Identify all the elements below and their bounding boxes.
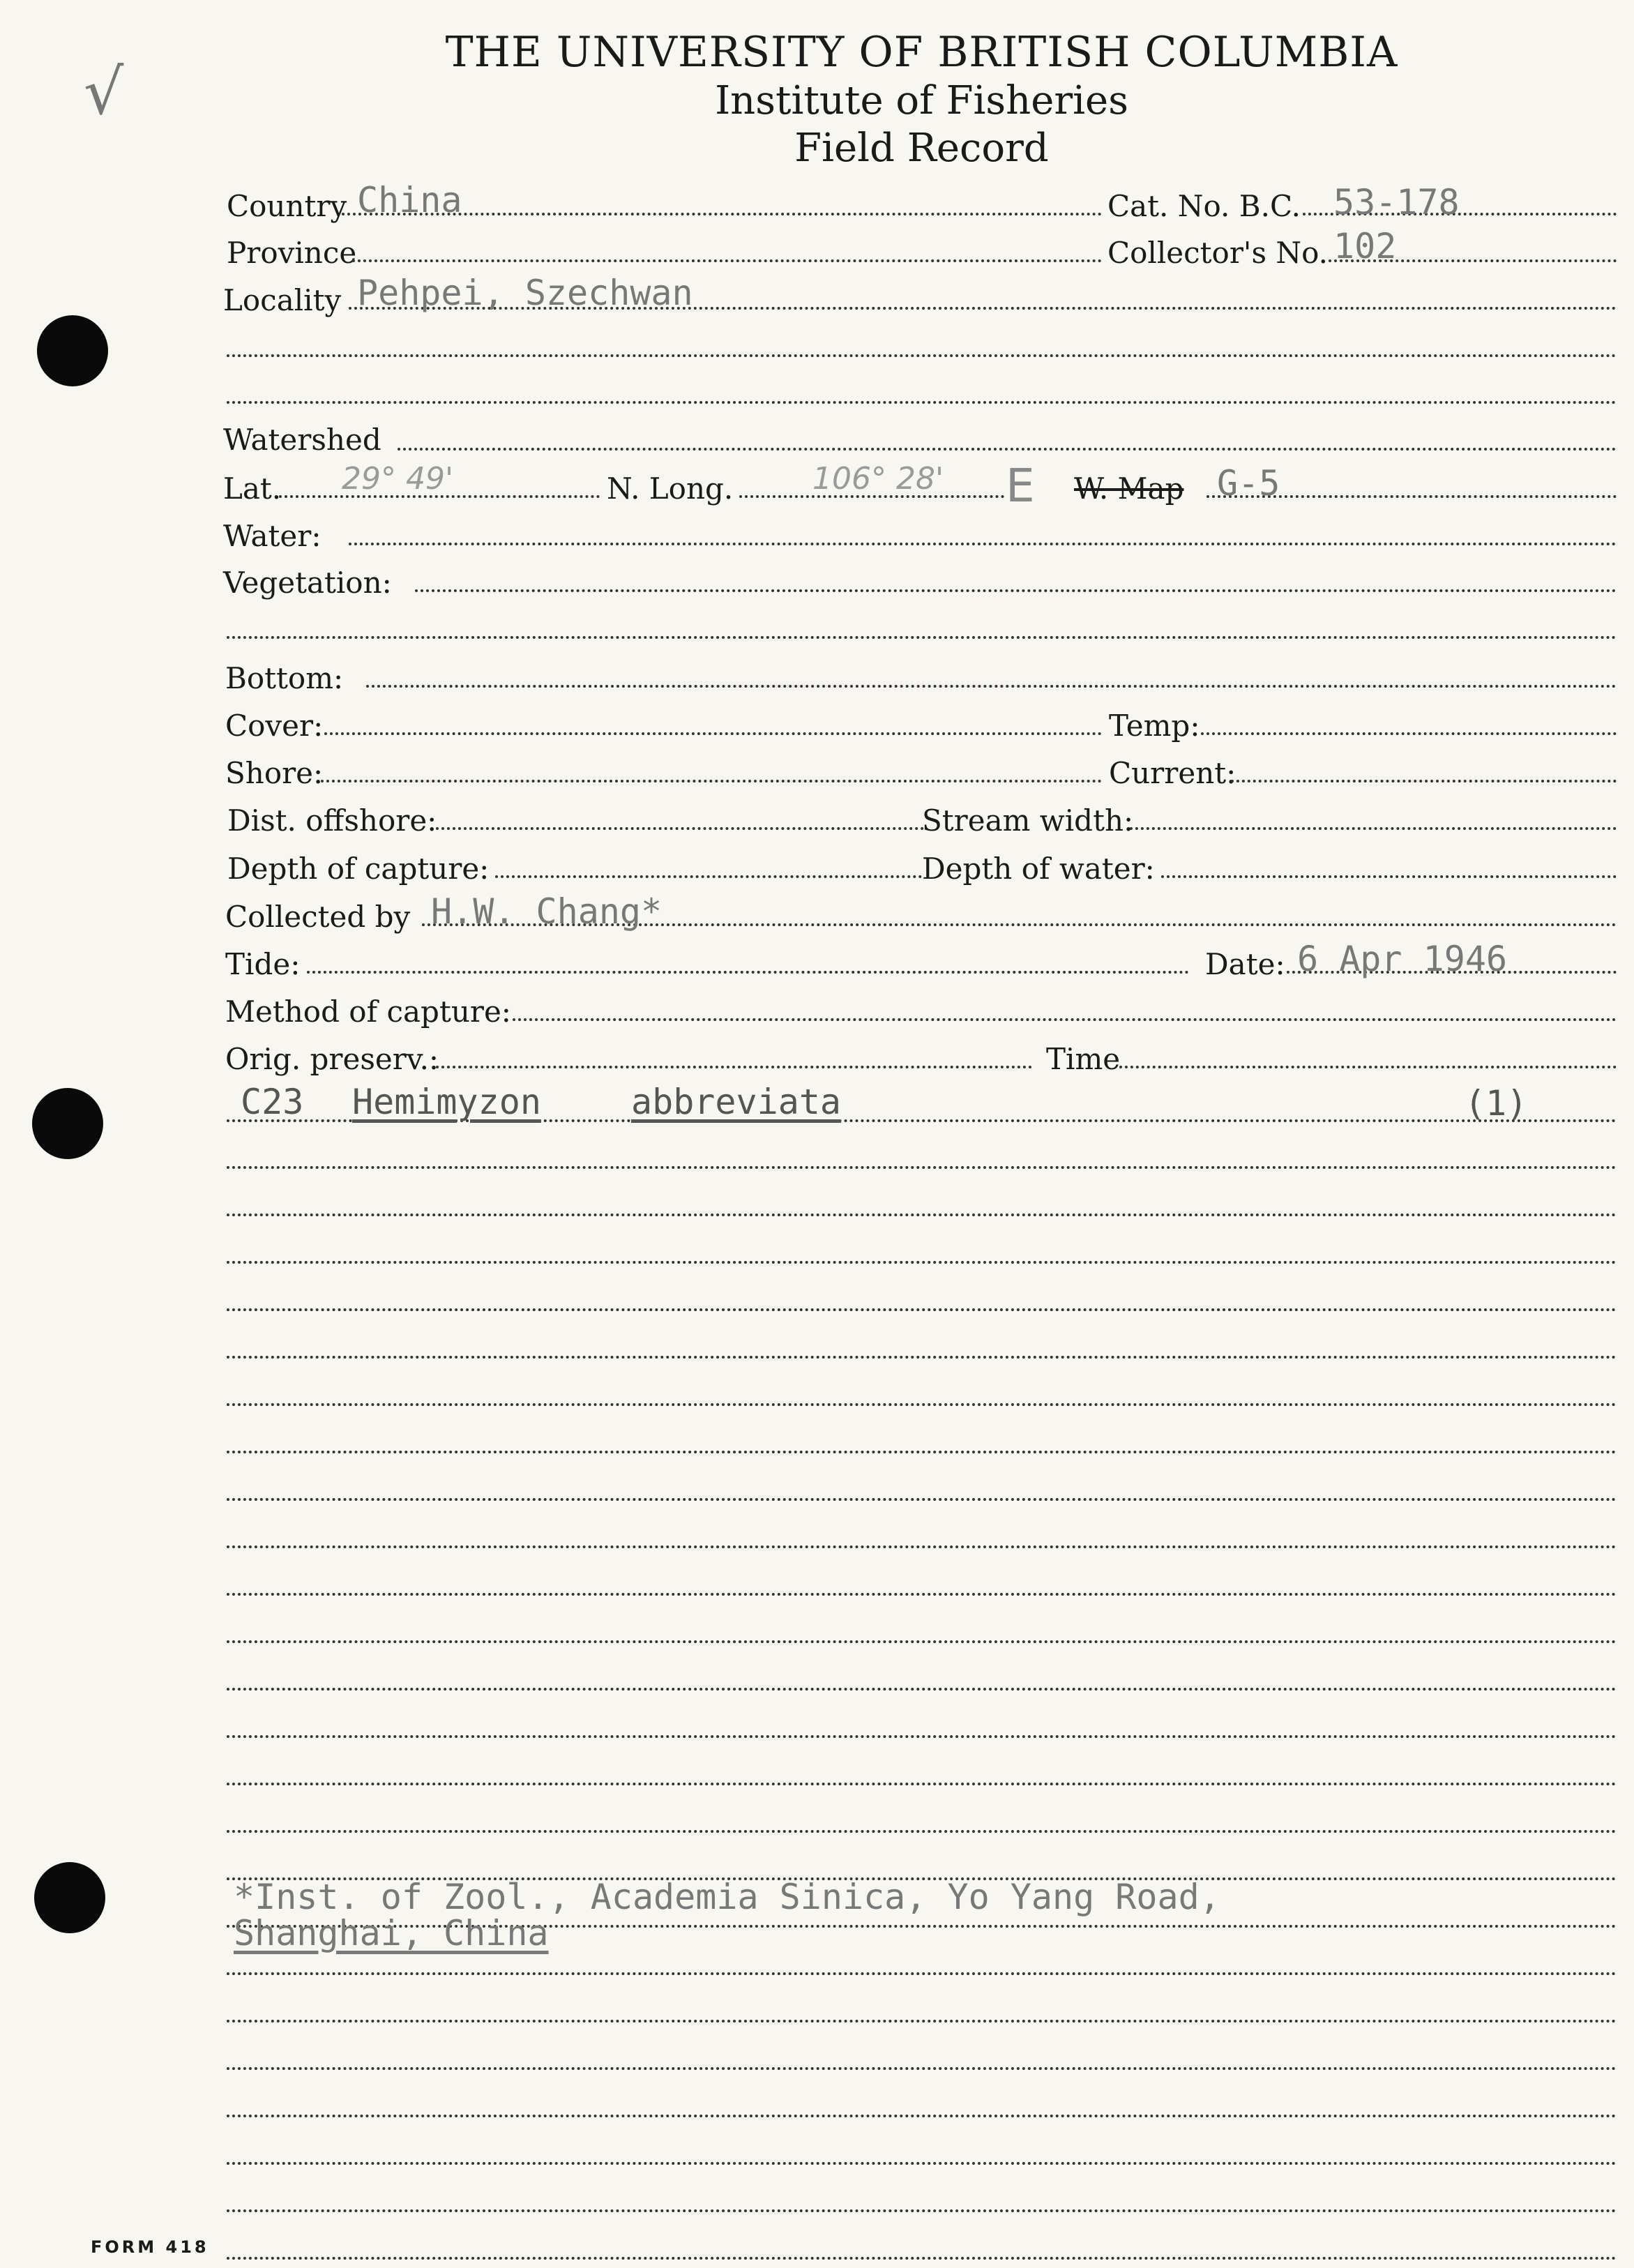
method-line bbox=[513, 1018, 1617, 1021]
depth-water-label: Depth of water: bbox=[922, 852, 1155, 886]
blank-line bbox=[227, 2257, 1617, 2260]
date-value: 6 Apr 1946 bbox=[1297, 939, 1508, 979]
blank-line bbox=[227, 2020, 1617, 2023]
blank-line bbox=[227, 1261, 1617, 1264]
time-line bbox=[1119, 1066, 1617, 1068]
footnote-line-2: Shanghai, China bbox=[234, 1913, 549, 1953]
watershed-line bbox=[398, 448, 1617, 451]
blank-line bbox=[227, 1214, 1617, 1216]
specimen-count: (1) bbox=[1465, 1083, 1528, 1124]
blank-line bbox=[227, 1308, 1617, 1311]
time-label: Time bbox=[1046, 1042, 1121, 1076]
stream-width-label: Stream width: bbox=[922, 803, 1134, 838]
dist-offshore-label: Dist. offshore: bbox=[227, 803, 437, 838]
collected-by-value: H.W. Chang* bbox=[431, 891, 663, 932]
depth-capture-label: Depth of capture: bbox=[227, 852, 490, 886]
tide-label: Tide: bbox=[225, 947, 301, 981]
collector-no-label: Collector's No. bbox=[1107, 236, 1329, 270]
punch-hole-top bbox=[37, 315, 108, 386]
check-mark-icon: √ bbox=[84, 56, 124, 129]
date-label: Date: bbox=[1205, 947, 1285, 981]
blank-line bbox=[227, 2209, 1617, 2212]
water-label: Water: bbox=[223, 519, 321, 553]
current-line bbox=[1231, 780, 1617, 783]
form-number: FORM 418 bbox=[91, 2237, 209, 2257]
shore-line bbox=[321, 780, 1102, 783]
locality-label: Locality bbox=[223, 283, 342, 317]
depth-capture-line bbox=[495, 875, 922, 878]
stream-width-line bbox=[1130, 827, 1617, 830]
blank-line bbox=[227, 1640, 1617, 1643]
blank-line bbox=[227, 1403, 1617, 1406]
specimen-species: abbreviata bbox=[631, 1082, 842, 1122]
punch-hole-bottom bbox=[34, 1862, 105, 1933]
blank-line bbox=[227, 1830, 1617, 1833]
orig-preserv-line bbox=[436, 1066, 1032, 1068]
blank-line bbox=[227, 1688, 1617, 1691]
record-title: Field Record bbox=[794, 126, 1049, 171]
temp-label: Temp: bbox=[1109, 709, 1200, 743]
shore-label: Shore: bbox=[225, 756, 324, 790]
blank-line bbox=[227, 1451, 1617, 1453]
blank-line bbox=[227, 1593, 1617, 1596]
collector-no-value: 102 bbox=[1333, 226, 1397, 266]
specimen-genus: Hemimyzon bbox=[352, 1082, 541, 1122]
blank-line bbox=[227, 1972, 1617, 1975]
university-title: THE UNIVERSITY OF BRITISH COLUMBIA bbox=[445, 28, 1398, 77]
blank-line bbox=[227, 2067, 1617, 2070]
blank-line bbox=[227, 1735, 1617, 1738]
punch-hole-middle bbox=[32, 1088, 103, 1159]
specimen-code: C23 bbox=[241, 1082, 304, 1122]
tide-line bbox=[307, 971, 1189, 974]
map-value: G-5 bbox=[1217, 463, 1280, 504]
blank-line bbox=[227, 2162, 1617, 2165]
blank-line bbox=[227, 354, 1617, 357]
blank-line bbox=[227, 401, 1617, 404]
cat-no-value: 53-178 bbox=[1333, 182, 1460, 222]
footnote-line-1: *Inst. of Zool., Academia Sinica, Yo Yang Road, bbox=[234, 1877, 1220, 1917]
collected-by-label: Collected by bbox=[225, 900, 411, 934]
vegetation-label: Vegetation: bbox=[223, 566, 392, 600]
country-label: Country bbox=[227, 189, 347, 223]
blank-line bbox=[227, 636, 1617, 639]
blank-line bbox=[227, 1545, 1617, 1548]
n-long-label: N. Long. bbox=[607, 471, 734, 506]
blank-line bbox=[227, 1356, 1617, 1359]
orig-preserv-label: Orig. preserv.: bbox=[225, 1042, 439, 1076]
temp-line bbox=[1201, 732, 1617, 735]
blank-line bbox=[227, 2115, 1617, 2117]
method-label: Method of capture: bbox=[225, 995, 511, 1029]
dist-offshore-line bbox=[436, 827, 924, 830]
water-line bbox=[349, 543, 1617, 545]
institute-title: Institute of Fisheries bbox=[715, 78, 1128, 123]
bottom-line bbox=[366, 685, 1617, 688]
long-value: 106° 28' bbox=[812, 461, 944, 497]
watershed-label: Watershed bbox=[223, 423, 381, 457]
province-label: Province bbox=[227, 236, 357, 270]
blank-line bbox=[227, 1498, 1617, 1501]
cover-line bbox=[324, 732, 1102, 735]
bottom-label: Bottom: bbox=[225, 661, 344, 695]
lat-label: Lat. bbox=[223, 471, 282, 506]
lat-value: 29° 49' bbox=[342, 461, 454, 497]
province-line bbox=[352, 259, 1102, 262]
depth-water-line bbox=[1161, 875, 1617, 878]
cover-label: Cover: bbox=[225, 709, 324, 743]
vegetation-line bbox=[415, 589, 1617, 592]
blank-line bbox=[227, 1783, 1617, 1785]
locality-value: Pehpei, Szechwan bbox=[357, 273, 693, 313]
country-value: China bbox=[357, 180, 462, 220]
w-map-label: W. Map bbox=[1074, 471, 1184, 506]
long-direction-value: E bbox=[1006, 459, 1035, 513]
current-label: Current: bbox=[1109, 756, 1236, 790]
blank-line bbox=[227, 1166, 1617, 1169]
cat-no-label: Cat. No. B.C. bbox=[1107, 189, 1301, 223]
